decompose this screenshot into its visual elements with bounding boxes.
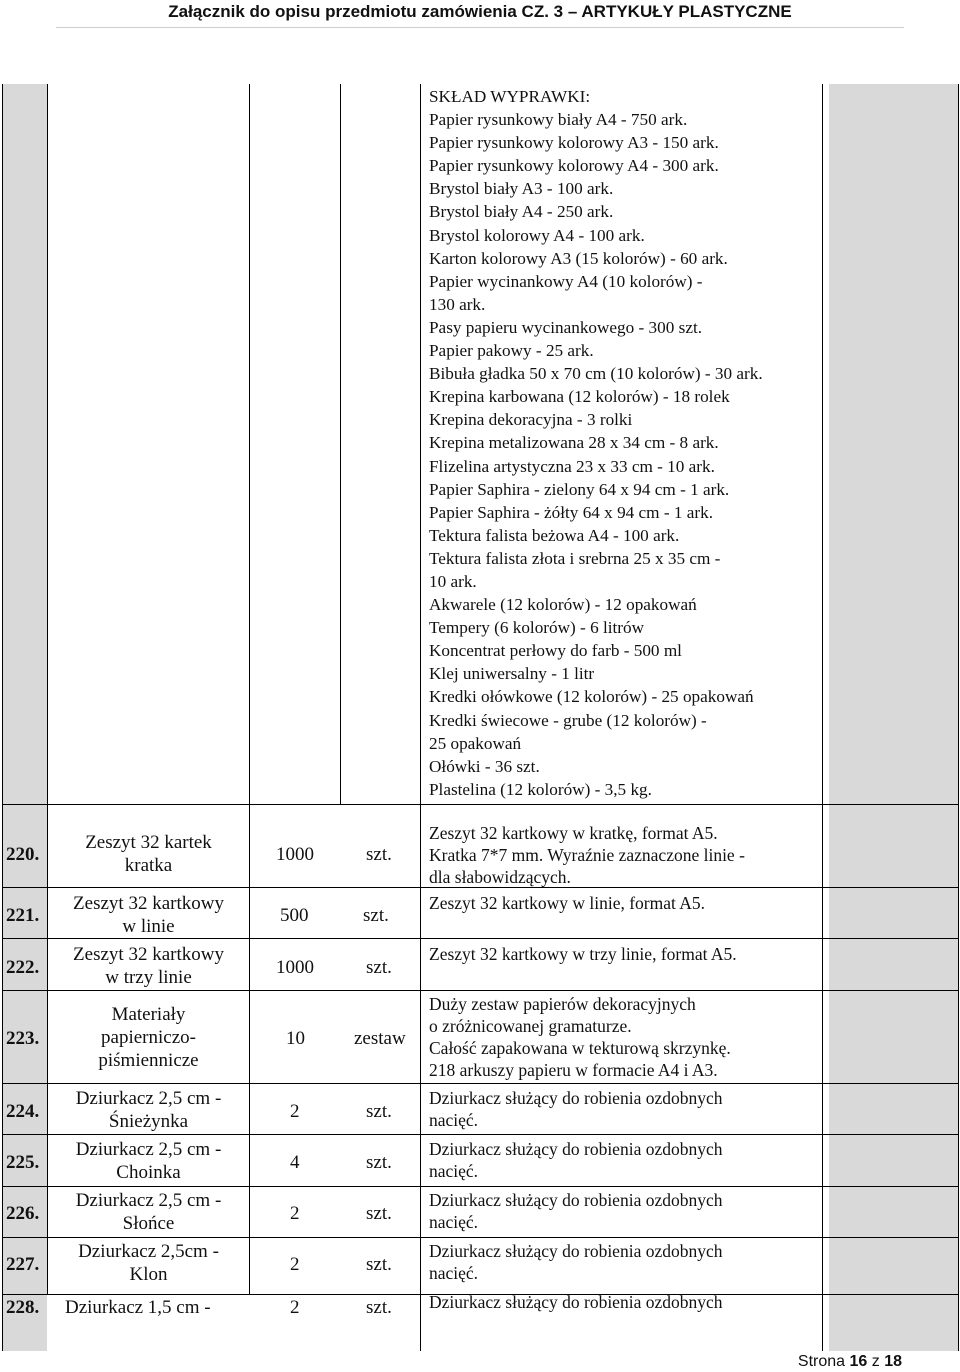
description-line: Zeszyt 32 kartkowy w trzy linie, format A5.: [429, 944, 737, 964]
description-line: nacięć.: [429, 1161, 479, 1181]
row-number: 227.: [6, 1254, 40, 1275]
kit-item: Papier rysunkowy kolorowy A4 - 300 ark.: [429, 156, 719, 176]
kit-item: Pasy papieru wycinankowego - 300 szt.: [429, 317, 703, 337]
grid-line: [2, 1134, 958, 1135]
item-name-line: Dziurkacz 1,5 cm -: [65, 1297, 211, 1318]
item-name: [48, 1138, 249, 1184]
grid-line: [2, 1083, 958, 1084]
item-name-line: Zeszyt 32 kartkowy: [73, 944, 224, 965]
description-line: o zróżnicowanej gramaturze.: [429, 1016, 632, 1036]
kit-item: Kredki świecowe - grube (12 kolorów) -: [429, 710, 707, 730]
item-description: [429, 892, 821, 914]
kit-composition-title: SKŁAD WYPRAWKI:: [429, 87, 591, 106]
item-unit: szt.: [363, 905, 389, 926]
description-line: dla słabowidzących.: [429, 867, 571, 887]
item-unit: szt.: [366, 957, 392, 978]
kit-item: 25 opakowań: [429, 733, 522, 753]
row-number: 221.: [6, 905, 40, 926]
item-name-line: kratka: [124, 855, 173, 876]
item-quantity: 2: [290, 1203, 300, 1224]
description-line: nacięć.: [429, 1263, 479, 1283]
kit-item: Flizelina artystyczna 23 x 33 cm - 10 ark.: [429, 456, 715, 476]
kit-composition: [429, 85, 821, 801]
row-number: 226.: [6, 1203, 40, 1224]
grid-line: [420, 84, 421, 1351]
kit-item: Bibuła gładka 50 x 70 cm (10 kolorów) - 30 ark.: [429, 364, 763, 384]
item-name: [48, 1240, 249, 1286]
description-line: Całość zapakowana w tekturową skrzynkę.: [429, 1038, 731, 1058]
kit-item: Karton kolorowy A3 (15 kolorów) - 60 ark.: [429, 248, 728, 268]
item-unit: szt.: [366, 1297, 392, 1318]
item-name: [48, 943, 249, 989]
description-line: nacięć.: [429, 1212, 479, 1232]
item-quantity: 10: [286, 1028, 305, 1049]
item-description: [429, 822, 821, 888]
grid-line: [2, 1237, 958, 1238]
page-footer: [798, 1352, 902, 1372]
item-name: [48, 1189, 249, 1235]
footer-total: 18: [884, 1353, 902, 1370]
kit-item: 130 ark.: [429, 294, 486, 314]
item-quantity: 1000: [276, 957, 314, 978]
item-name-line: Zeszyt 32 kartek: [85, 832, 212, 853]
row-number: 220.: [6, 844, 40, 865]
kit-item: Klej uniwersalny - 1 litr: [429, 664, 595, 684]
kit-item: 10 ark.: [429, 571, 477, 591]
description-line: Dziurkacz służący do robienia ozdobnych: [429, 1241, 723, 1261]
item-description: [429, 1189, 821, 1233]
grid-line: [822, 84, 823, 1351]
kit-item: Akwarele (12 kolorów) - 12 opakowań: [429, 595, 697, 615]
item-description: [429, 993, 821, 1081]
item-unit: szt.: [366, 1254, 392, 1275]
item-unit: szt.: [366, 1203, 392, 1224]
header-title: Załącznik do opisu przedmiotu zamówienia CZ. 3 – ARTYKUŁY PLASTYCZNE: [168, 2, 792, 21]
grid-line: [340, 84, 341, 804]
item-name: [48, 831, 249, 877]
item-name-line: w trzy linie: [105, 967, 192, 988]
description-line: Dziurkacz służący do robienia ozdobnych: [429, 1190, 723, 1210]
item-name-line: Dziurkacz 2,5cm -: [78, 1241, 219, 1262]
header-divider: [56, 27, 904, 28]
item-quantity: 1000: [276, 844, 314, 865]
row-number: 222.: [6, 957, 40, 978]
kit-item: Tektura falista beżowa A4 - 100 ark.: [429, 525, 680, 545]
kit-item: Brystol biały A4 - 250 ark.: [429, 202, 614, 222]
row-number: 225.: [6, 1152, 40, 1173]
item-name-line: Zeszyt 32 kartkowy: [73, 893, 224, 914]
grid-line: [2, 990, 958, 991]
description-line: Dziurkacz służący do robienia ozdobnych: [429, 1139, 723, 1159]
kit-item: Krepina dekoracyjna - 3 rolki: [429, 410, 633, 430]
item-quantity: 2: [290, 1101, 300, 1122]
shaded-column-right: [829, 84, 958, 1351]
item-name: [48, 1003, 249, 1072]
description-line: Dziurkacz służący do robienia ozdobnych: [429, 1088, 723, 1108]
item-name-line: Klon: [129, 1264, 168, 1285]
description-line: 218 arkuszy papieru w formacie A4 i A3.: [429, 1060, 718, 1080]
footer-separator: z: [871, 1353, 880, 1370]
item-name-line: w linie: [122, 916, 175, 937]
kit-item: Papier rysunkowy kolorowy A3 - 150 ark.: [429, 133, 719, 153]
item-quantity: 500: [280, 905, 309, 926]
item-unit: szt.: [366, 1101, 392, 1122]
kit-item: Ołówki - 36 szt.: [429, 756, 540, 776]
document-header: [0, 0, 960, 26]
kit-item: Papier Saphira - zielony 64 x 94 cm - 1 ark.: [429, 479, 730, 499]
item-name-line: Dziurkacz 2,5 cm -: [75, 1190, 222, 1211]
description-line: Dziurkacz służący do robienia ozdobnych: [429, 1292, 723, 1312]
item-name-line: papierniczo-: [101, 1027, 196, 1048]
row-number: 223.: [6, 1028, 40, 1049]
item-name-line: piśmiennicze: [98, 1050, 199, 1071]
kit-item: Krepina metalizowana 28 x 34 cm - 8 ark.: [429, 433, 719, 453]
item-description: [429, 1291, 821, 1313]
row-number: 224.: [6, 1101, 40, 1122]
item-unit: szt.: [366, 1152, 392, 1173]
kit-item: Tektura falista złota i srebrna 25 x 35 cm -: [429, 548, 721, 568]
kit-item: Brystol kolorowy A4 - 100 ark.: [429, 225, 645, 245]
description-line: nacięć.: [429, 1110, 479, 1130]
description-line: Zeszyt 32 kartkowy w linie, format A5.: [429, 893, 706, 913]
item-description: [429, 943, 821, 965]
footer-page: 16: [849, 1353, 868, 1370]
grid-line: [958, 84, 959, 1351]
item-unit: szt.: [366, 844, 392, 865]
item-description: [429, 1240, 821, 1284]
item-quantity: 2: [290, 1254, 300, 1275]
item-quantity: 2: [290, 1297, 300, 1318]
description-line: Zeszyt 32 kartkowy w kratkę, format A5.: [429, 823, 718, 843]
grid-line: [2, 1186, 958, 1187]
item-name-line: Materiały: [111, 1004, 186, 1025]
kit-item: Papier wycinankowy A4 (10 kolorów) -: [429, 271, 703, 291]
item-name-line: Śnieżynka: [108, 1111, 189, 1132]
kit-item: Plastelina (12 kolorów) - 3,5 kg.: [429, 779, 652, 799]
description-line: Duży zestaw papierów dekoracyjnych: [429, 994, 696, 1014]
item-name-line: Dziurkacz 2,5 cm -: [75, 1088, 222, 1109]
kit-item: Brystol biały A3 - 100 ark.: [429, 179, 614, 199]
row-number: 228.: [6, 1297, 40, 1318]
item-unit: zestaw: [354, 1028, 406, 1049]
item-name-line: Dziurkacz 2,5 cm -: [75, 1139, 222, 1160]
item-description: [429, 1087, 821, 1131]
item-name-line: Choinka: [116, 1162, 181, 1183]
footer-label: Strona: [797, 1353, 846, 1370]
grid-line: [2, 804, 958, 805]
kit-item: Papier rysunkowy biały A4 - 750 ark.: [429, 110, 688, 130]
item-description: [429, 1138, 821, 1182]
grid-line: [249, 84, 250, 1294]
kit-item: Tempery (6 kolorów) - 6 litrów: [429, 618, 645, 638]
item-name-line: Słońce: [122, 1213, 175, 1234]
kit-item: Krepina karbowana (12 kolorów) - 18 rolek: [429, 387, 730, 407]
item-name: [48, 1087, 249, 1133]
grid-line: [2, 84, 3, 1351]
kit-item: Papier Saphira - żółty 64 x 94 cm - 1 ark.: [429, 502, 713, 522]
kit-item: Koncentrat perłowy do farb - 500 ml: [429, 641, 682, 661]
grid-line: [2, 938, 958, 939]
item-name: [48, 892, 249, 938]
description-line: Kratka 7*7 mm. Wyraźnie zaznaczone linie -: [429, 845, 745, 865]
kit-item: Papier pakowy - 25 ark.: [429, 341, 594, 361]
kit-item: Kredki ołówkowe (12 kolorów) - 25 opakowań: [429, 687, 754, 707]
item-quantity: 4: [290, 1152, 300, 1173]
